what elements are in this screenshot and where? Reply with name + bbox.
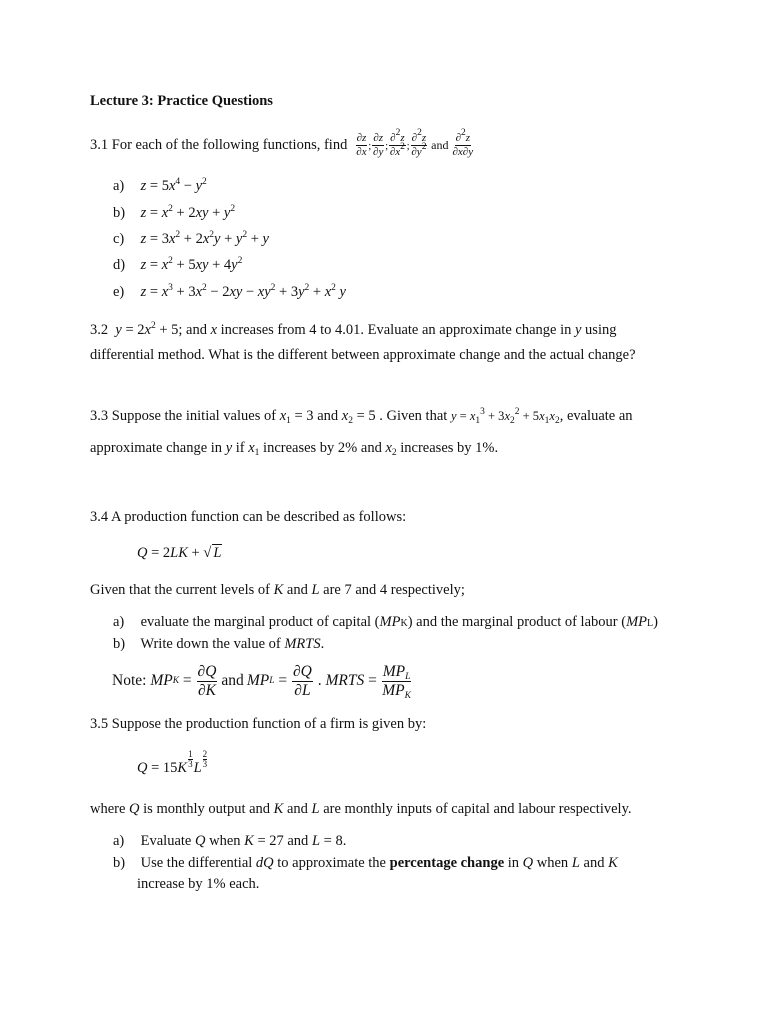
partial-derivatives: $\frac{\partial z}{\partial x}$ ; $\frac{\partial z}{\partial y}$ ; $\frac{\partial^2z}{\partial x^2}$ ; $\frac{\partial^2z}{\partial y^2}$ and $\frac{\partial^2z}{\partial x\partial y}$: [356, 128, 474, 158]
given-line: Given that the current levels of K and L are 7 and 4 respectively;: [90, 582, 465, 598]
cobb-douglas-function: Q = 15 K 1 3 L 2 3: [137, 749, 208, 776]
question-number: 3.4: [90, 509, 109, 525]
question-number: 3.5: [90, 716, 109, 732]
question-number: 3.1: [90, 137, 109, 153]
list-item: a) $z = 5x^4 - y^2$: [113, 177, 207, 194]
list-item: a) evaluate the marginal product of capital (MPK) and the marginal product of labour (MPL): [113, 614, 658, 630]
list-item-continuation: increase by 1% each.: [137, 876, 260, 892]
function-e: $z = x^3 + 3x^2 - 2xy - xy^2 + 3y^2 + x^2$ y: [140, 283, 346, 300]
question-3-4: 3.4 A production function can be described as follows:: [90, 509, 407, 525]
question-3-2-line2: differential method. What is the different between approximate change and the actual change?: [90, 347, 636, 363]
function-b: $z = x^2 + 2xy + y^2$: [140, 204, 236, 221]
question-number: 3.3: [90, 408, 109, 424]
question-3-2: 3.2 $y = 2x^2 + 5$; and x increases from 4 to 4.01. Evaluate an approximate change in y using: [90, 321, 617, 338]
note-formula: Note: MP K = $\frac{\partial Q}{\partial K}$ and MP L = $\frac{\partial Q}{\partial L}$ . MRTS = $\frac{MP_L}{MP_K}$: [112, 663, 411, 701]
question-3-5: 3.5 Suppose the production function of a firm is given by:: [90, 716, 427, 732]
production-function: Q = 2LK + √ L: [137, 545, 222, 561]
list-item: a) Evaluate Q when K = 27 and L = 8.: [113, 833, 347, 849]
question-3-3: 3.3 Suppose the initial values of $x_1 = 3$ and $x_2 = 5$ . Given that $y = x_1^3 + 3x_2^2 + 5x_1x_2$, evaluate an: [90, 407, 633, 426]
list-item: e) $z = x^3 + 3x^2 - 2xy - xy^2 + 3y^2 + x^2$ y: [113, 283, 346, 300]
question-3-1: [90, 128, 474, 158]
function-c: $z = 3x^2 + 2x^2y + y^2 + y$: [140, 230, 269, 247]
list-item: d) $z = x^2 + 5xy + 4y^2$: [113, 256, 243, 273]
question-3-3-line2: approximate change in y if $x_1$ increases by 2% and $x_2$ increases by 1%.: [90, 440, 499, 458]
page-title: Lecture 3: Practice Questions: [90, 93, 273, 109]
list-item: b) Write down the value of MRTS.: [113, 636, 325, 652]
function-d: $z = x^2 + 5xy + 4y^2$: [140, 256, 243, 273]
function-a: $z = 5x^4 - y^2$: [140, 177, 207, 194]
list-item: b) Use the differential dQ to approximate the percentage change in Q when L and K: [113, 855, 618, 871]
question-text: For each of the following functions, find: [111, 137, 348, 153]
question-number: 3.2: [90, 322, 109, 338]
where-line: where Q is monthly output and K and L are monthly inputs of capital and labour respectively.: [90, 801, 632, 817]
and-word: and: [431, 138, 449, 152]
list-item: c) $z = 3x^2 + 2x^2y + y^2 + y$: [113, 230, 269, 247]
list-item: b) $z = x^2 + 2xy + y^2$: [113, 204, 236, 221]
